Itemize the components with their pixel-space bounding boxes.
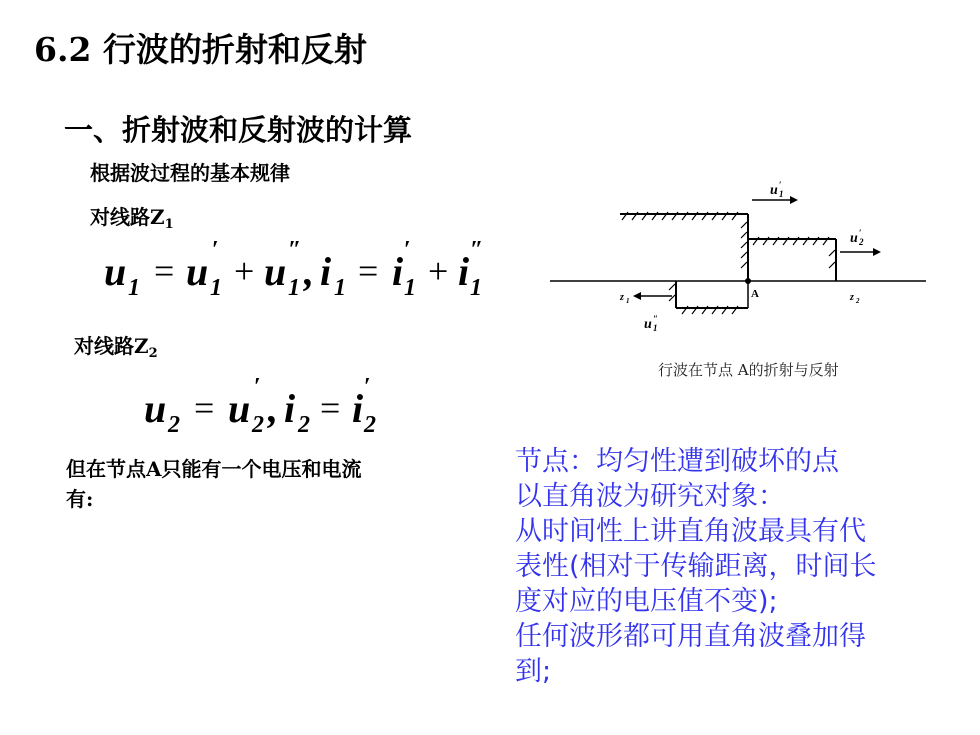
svg-text:′: ′ bbox=[859, 228, 862, 238]
label-node-a: A bbox=[751, 288, 759, 300]
svg-text:=: = bbox=[194, 388, 215, 428]
svg-text:′: ′ bbox=[779, 180, 782, 190]
svg-text:2: 2 bbox=[364, 412, 376, 438]
note-block bbox=[515, 444, 955, 689]
svg-text:1: 1 bbox=[128, 275, 140, 301]
svg-text:,: , bbox=[304, 249, 314, 294]
svg-text:″: ″ bbox=[470, 237, 484, 263]
svg-text:i: i bbox=[392, 249, 404, 294]
note-line: 表性(相对于传输距离，时间长 bbox=[515, 551, 877, 582]
label-z2: z bbox=[850, 292, 854, 303]
equation-line2 bbox=[140, 372, 380, 442]
svg-text:1: 1 bbox=[334, 275, 346, 301]
text-line-z1 bbox=[90, 201, 174, 232]
note-line: 从时间性上讲直角波最具有代 bbox=[515, 516, 866, 547]
svg-text:1: 1 bbox=[210, 275, 222, 301]
z1-label: 对线路Z bbox=[90, 205, 165, 229]
svg-text:i: i bbox=[352, 386, 364, 431]
svg-text:′: ′ bbox=[254, 374, 261, 400]
svg-text:′: ′ bbox=[212, 237, 219, 263]
svg-text:1: 1 bbox=[653, 323, 658, 333]
svg-text:′: ′ bbox=[404, 237, 411, 263]
svg-text:i: i bbox=[320, 249, 332, 294]
svg-text:1: 1 bbox=[470, 275, 482, 301]
svg-text:2: 2 bbox=[298, 412, 310, 438]
diagram-caption: 行波在节点 A的折射与反射 bbox=[658, 361, 839, 379]
node-paragraph bbox=[66, 454, 486, 514]
svg-text:′: ′ bbox=[364, 374, 371, 400]
svg-text:=: = bbox=[154, 251, 175, 291]
note-line: 节点：均匀性遭到破坏的点 bbox=[515, 446, 839, 477]
text-line-law: 根据波过程的基本规律 bbox=[90, 161, 290, 185]
note-line: 到; bbox=[515, 656, 552, 687]
paragraph-line-2: 有: bbox=[66, 487, 94, 511]
svg-text:2: 2 bbox=[856, 297, 860, 305]
wave-diagram bbox=[548, 180, 933, 390]
svg-text:1: 1 bbox=[288, 275, 300, 301]
note-line: 以直角波为研究对象： bbox=[515, 481, 785, 512]
svg-text:=: = bbox=[320, 388, 341, 428]
svg-text:″: ″ bbox=[288, 237, 302, 263]
z2-label: 对线路Z bbox=[74, 334, 149, 358]
z2-subscript: 2 bbox=[148, 345, 158, 361]
svg-text:u: u bbox=[228, 386, 251, 431]
equation-line1 bbox=[100, 235, 500, 305]
svg-text:,: , bbox=[268, 386, 278, 431]
svg-text:=: = bbox=[358, 251, 379, 291]
svg-text:″: ″ bbox=[653, 314, 658, 324]
svg-text:2: 2 bbox=[168, 412, 180, 438]
svg-text:1: 1 bbox=[404, 275, 416, 301]
label-u1-dprime: u bbox=[644, 317, 652, 332]
label-u2-prime: u bbox=[850, 231, 858, 246]
label-u1-prime: u bbox=[770, 183, 778, 198]
z1-subscript: 1 bbox=[164, 216, 174, 232]
svg-text:u: u bbox=[144, 386, 167, 431]
paragraph-line-1: 但在节点A只能有一个电压和电流 bbox=[66, 457, 362, 481]
note-line: 度对应的电压值不变); bbox=[515, 586, 778, 617]
svg-text:u: u bbox=[186, 249, 209, 294]
section-heading: 一、折射波和反射波的计算 bbox=[64, 113, 413, 147]
svg-text:1: 1 bbox=[626, 297, 630, 305]
text-line-z2 bbox=[74, 330, 158, 361]
svg-text:+: + bbox=[428, 251, 449, 291]
svg-text:+: + bbox=[234, 251, 255, 291]
svg-text:2: 2 bbox=[252, 412, 264, 438]
svg-text:i: i bbox=[458, 249, 470, 294]
svg-text:2: 2 bbox=[859, 237, 864, 247]
note-line: 任何波形都可用直角波叠加得 bbox=[515, 621, 866, 652]
label-z1: z bbox=[620, 292, 624, 303]
page-title: 6.2 行波的折射和反射 bbox=[34, 30, 367, 69]
svg-text:u: u bbox=[264, 249, 287, 294]
svg-text:1: 1 bbox=[779, 189, 784, 199]
svg-text:u: u bbox=[104, 249, 127, 294]
svg-text:i: i bbox=[284, 386, 296, 431]
